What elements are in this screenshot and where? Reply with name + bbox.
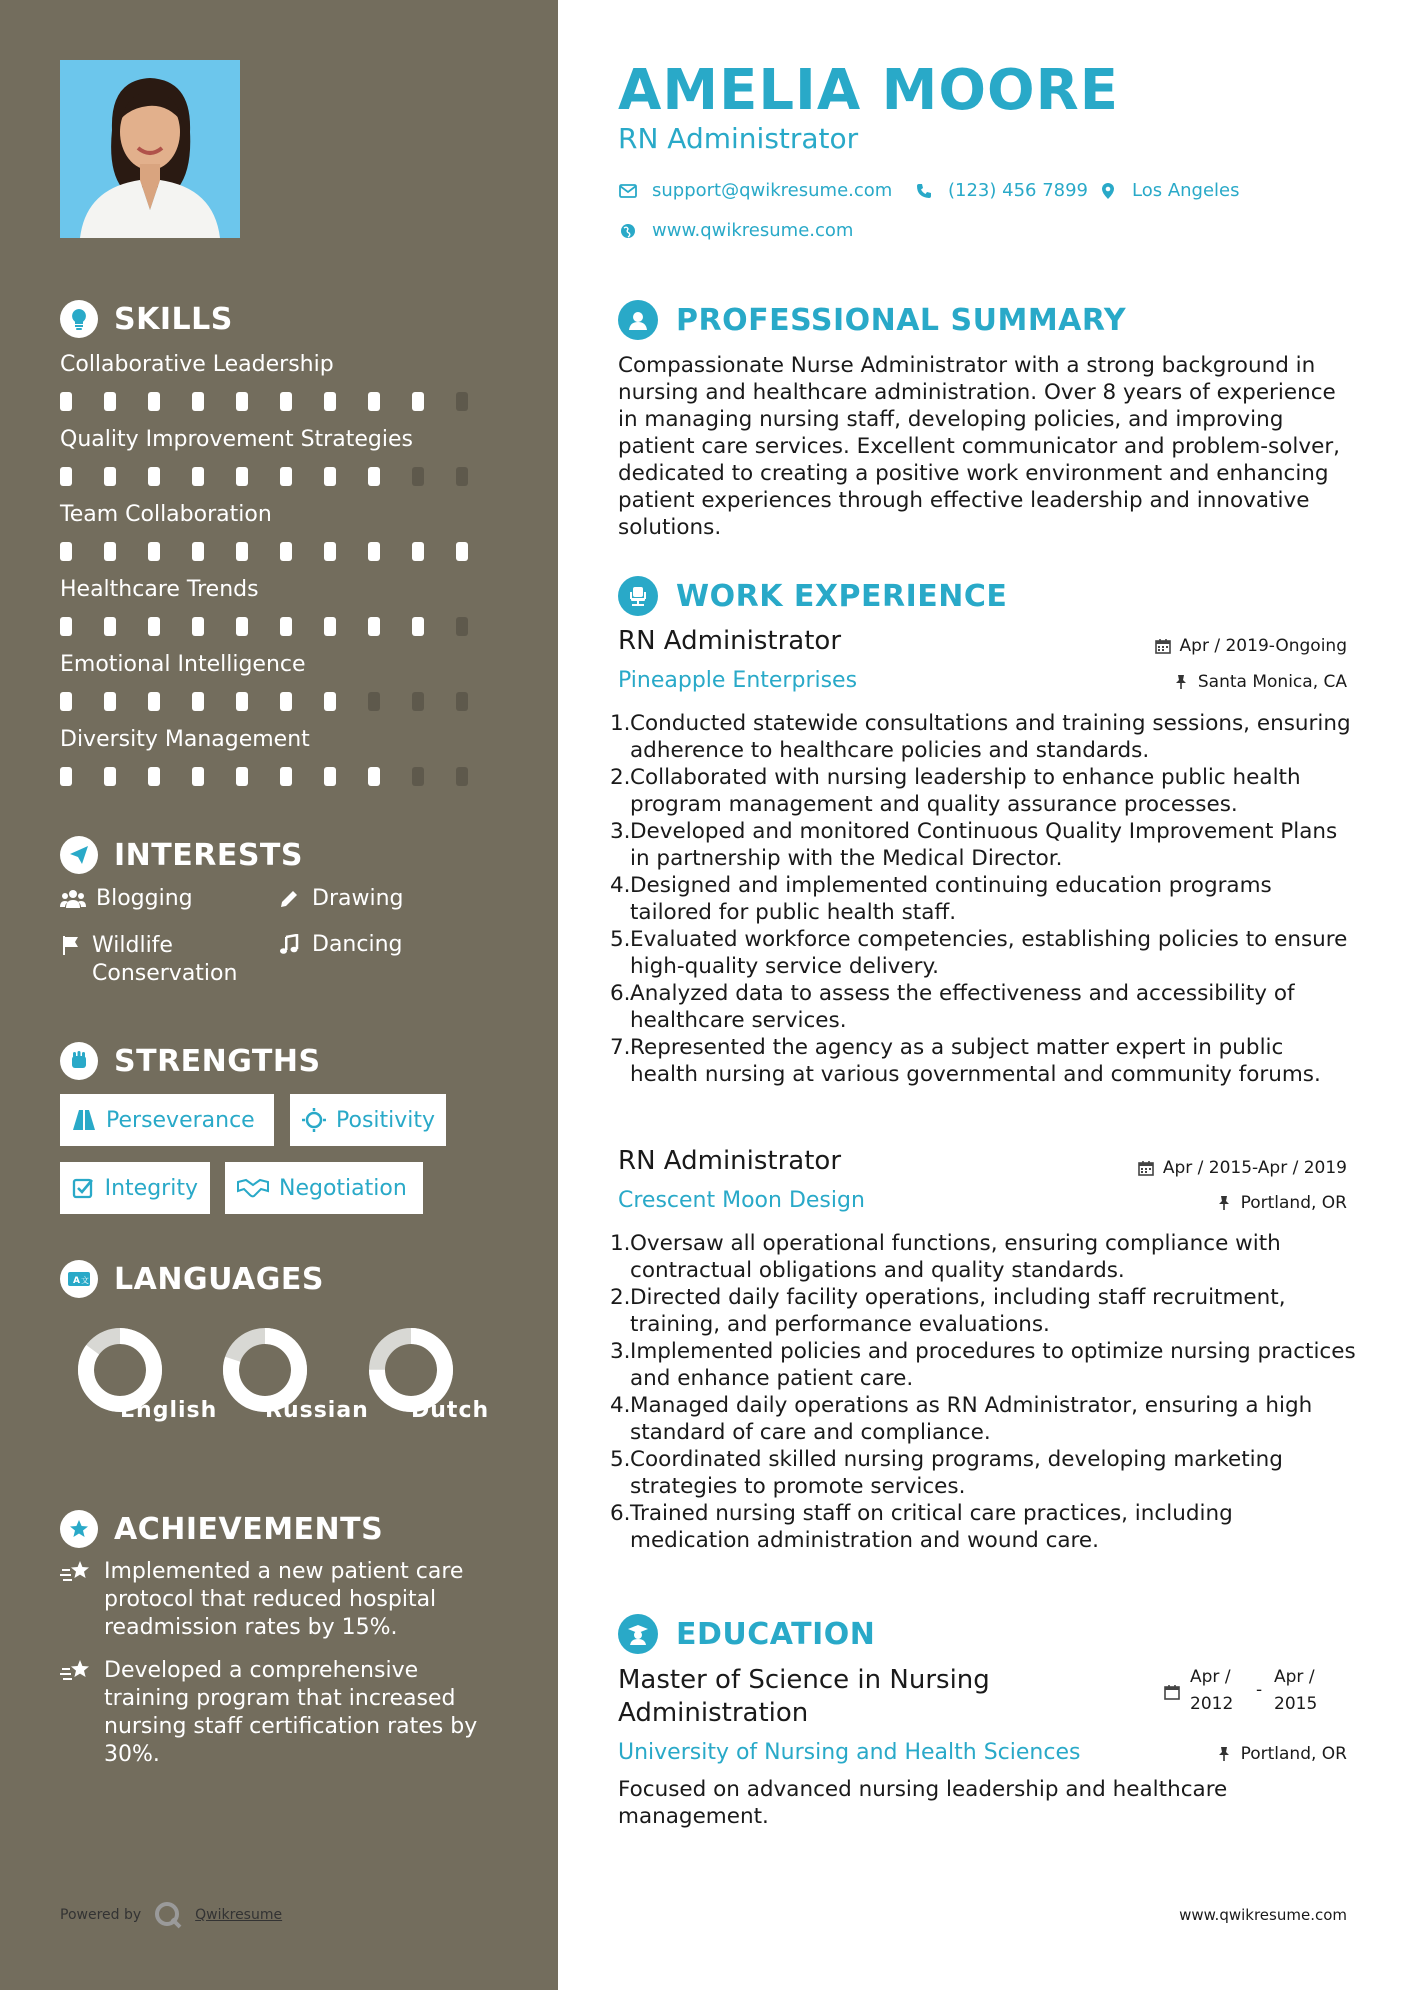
language-label: Russian (265, 1398, 369, 1423)
pushpin-icon (1172, 673, 1190, 691)
experience-title: WORK EXPERIENCE (676, 578, 1008, 614)
rating-dot (148, 392, 160, 411)
skills-heading (60, 300, 233, 338)
languages-heading (60, 1260, 324, 1298)
interest-dancing: Dancing (276, 932, 402, 958)
rating-dot (280, 467, 292, 486)
job-bullet: 6. Analyzed data to assess the effectiveness and accessibility of healthcare services. (610, 981, 1295, 1033)
rating-dot (60, 767, 72, 786)
language-icon (60, 1260, 98, 1298)
job-bullet: 2. Collaborated with nursing leadership to enhance public health program management and quality assurance processes. (610, 765, 1301, 817)
contact-phone[interactable]: (123) 456 7899 (914, 180, 1088, 201)
rating-dot (324, 617, 336, 636)
rating-dot (192, 617, 204, 636)
rating-dot (368, 467, 380, 486)
rating-dot (236, 392, 248, 411)
rating-dot (60, 542, 72, 561)
language-label: English (120, 1398, 218, 1423)
rating-dot (236, 767, 248, 786)
rating-dot (324, 692, 336, 711)
rating-dot (148, 542, 160, 561)
interests-heading (60, 836, 303, 874)
skill-label: Team Collaboration (60, 502, 272, 527)
education-description: Focused on advanced nursing leadership and healthcare management. (618, 1777, 1228, 1829)
contact-website[interactable]: www.qwikresume.com (618, 220, 853, 241)
rating-dot (412, 542, 424, 561)
education-school: University of Nursing and Health Sciences (618, 1740, 1081, 1765)
rating-dot (60, 617, 72, 636)
rating-dot (324, 392, 336, 411)
rating-dot (368, 767, 380, 786)
rating-dot (324, 767, 336, 786)
phone-icon (914, 181, 934, 201)
rating-dot (104, 467, 116, 486)
rating-dot (412, 467, 424, 486)
rating-dot (148, 767, 160, 786)
rating-dot (456, 767, 468, 786)
calendar-icon (1154, 637, 1172, 655)
job-bullet: 7. Represented the agency as a subject matter expert in public health nursing at various governmental and community forums. (610, 1035, 1321, 1087)
qwikresume-logo-icon (153, 1900, 183, 1930)
strength-positivity: Positivity (290, 1094, 446, 1146)
skill-label: Emotional Intelligence (60, 652, 306, 677)
job-title: RN Administrator (618, 626, 842, 656)
rating-dot (192, 692, 204, 711)
rating-dot (104, 617, 116, 636)
rating-dot (236, 542, 248, 561)
candidate-role: RN Administrator (618, 122, 859, 155)
rating-dot (192, 392, 204, 411)
envelope-icon (618, 181, 638, 201)
rating-dot (412, 767, 424, 786)
achievement-item: Implemented a new patient care protocol that reduced hospital readmission rates by 15%. (60, 1558, 500, 1642)
job-dates: Apr / 2019-Ongoing (1154, 636, 1347, 656)
interest-wildlife: Wildlife Conservation (60, 932, 260, 988)
office-chair-icon (618, 576, 658, 616)
language-item (60, 1326, 218, 1423)
skill-item (60, 500, 500, 561)
rating-dot (368, 392, 380, 411)
strength-negotiation: Negotiation (225, 1162, 423, 1214)
skill-item (60, 350, 500, 411)
summary-text: Compassionate Nurse Administrator with a strong background in nursing and healthcare administration. Over 8 years of experience in managing nursing staff, developing policies, and improving patient care services. Excellent communicator and problem-solver, dedicated to creating a positive work environment and enhancing patient experiences through effective leadership and innovative solutions. (618, 353, 1340, 540)
main-content (558, 0, 1407, 1990)
language-label: Dutch (411, 1398, 490, 1423)
rating-dot (148, 692, 160, 711)
skill-item (60, 425, 500, 486)
contact-email[interactable]: support@qwikresume.com (618, 180, 892, 201)
job-company: Crescent Moon Design (618, 1188, 865, 1213)
rating-dot (236, 467, 248, 486)
skill-rating (60, 767, 500, 786)
rating-dot (148, 617, 160, 636)
music-icon (276, 932, 302, 958)
job-bullet: 4. Designed and implemented continuing education programs tailored for public health staff. (610, 873, 1272, 925)
calendar-icon (1137, 1159, 1155, 1177)
rating-dot (368, 617, 380, 636)
interest-drawing: Drawing (276, 886, 403, 912)
rating-dot (456, 467, 468, 486)
user-icon (618, 300, 658, 340)
flag-icon (60, 932, 82, 958)
interest-blogging: Blogging (60, 886, 193, 912)
globe-icon (618, 221, 638, 241)
language-item (205, 1326, 369, 1423)
job-bullet: 5. Evaluated workforce competencies, establishing policies to ensure high-quality service delivery. (610, 927, 1348, 979)
skill-label: Collaborative Leadership (60, 352, 334, 377)
rating-dot (192, 542, 204, 561)
job-bullet: 6. Trained nursing staff on critical care practices, including medication administration and wound care. (610, 1501, 1233, 1553)
rating-dot (280, 692, 292, 711)
job-bullets (610, 710, 1358, 1088)
fist-icon (60, 1042, 98, 1080)
sun-icon (302, 1108, 326, 1132)
pushpin-icon (1215, 1194, 1233, 1212)
pushpin-icon (1215, 1745, 1233, 1763)
strength-integrity: Integrity (60, 1162, 210, 1214)
graduate-icon (618, 1614, 658, 1654)
job-location: Portland, OR (1215, 1193, 1347, 1213)
rating-dot (456, 392, 468, 411)
lightbulb-icon (60, 300, 98, 338)
rating-dot (60, 467, 72, 486)
experience-heading (618, 576, 1007, 616)
skills-title: SKILLS (114, 301, 233, 337)
rating-dot (324, 542, 336, 561)
job-bullet: 5. Coordinated skilled nursing programs, developing marketing strategies to promote services. (610, 1447, 1283, 1499)
star-badge-icon (60, 1510, 98, 1548)
job-bullet: 1. Conducted statewide consultations and training sessions, ensuring adherence to healthcare policies and standards. (610, 711, 1351, 763)
footer-url[interactable]: www.qwikresume.com (1179, 1906, 1347, 1924)
education-location: Portland, OR (1215, 1744, 1347, 1764)
map-marker-icon (1098, 181, 1118, 201)
contact-location: Los Angeles (1098, 180, 1240, 201)
powered-by: Powered by Qwikresume (60, 1900, 282, 1930)
skill-rating (60, 467, 500, 486)
rating-dot (236, 617, 248, 636)
skill-item (60, 575, 500, 636)
strength-perseverance: Perseverance (60, 1094, 274, 1146)
skill-rating (60, 617, 500, 636)
education-calendar-icon (1164, 1684, 1180, 1704)
skill-rating (60, 392, 500, 411)
summary-heading (618, 300, 1126, 340)
svg-text:A: A (73, 1276, 80, 1286)
interests-title: INTERESTS (114, 837, 303, 873)
skill-label: Healthcare Trends (60, 577, 259, 602)
education-date-separator: - (1256, 1680, 1263, 1700)
language-item (351, 1326, 490, 1423)
rating-dot (412, 692, 424, 711)
shooting-star-icon (60, 1657, 92, 1689)
rating-dot (456, 617, 468, 636)
education-start: Apr / 2012 (1190, 1667, 1234, 1714)
skill-rating (60, 692, 500, 711)
rating-dot (280, 617, 292, 636)
rating-dot (456, 692, 468, 711)
rating-dot (456, 542, 468, 561)
job-location: Santa Monica, CA (1172, 672, 1347, 692)
job-dates: Apr / 2015-Apr / 2019 (1137, 1158, 1347, 1178)
rating-dot (280, 392, 292, 411)
rating-dot (104, 392, 116, 411)
job-bullet: 2. Directed daily facility operations, including staff recruitment, training, and performance evaluations. (610, 1285, 1286, 1337)
rating-dot (368, 692, 380, 711)
shooting-star-icon (60, 1558, 92, 1590)
rating-dot (148, 467, 160, 486)
pencil-icon (276, 886, 302, 912)
rating-dot (236, 692, 248, 711)
summary-title: PROFESSIONAL SUMMARY (676, 302, 1127, 338)
job-company: Pineapple Enterprises (618, 668, 858, 693)
users-icon (60, 886, 86, 912)
education-degree: Master of Science in Nursing Administration (618, 1665, 990, 1728)
profile-photo (60, 60, 240, 238)
qwikresume-link[interactable]: Qwikresume (195, 1907, 283, 1923)
rating-dot (104, 767, 116, 786)
strengths-heading (60, 1042, 321, 1080)
rating-dot (280, 542, 292, 561)
job-title: RN Administrator (618, 1146, 842, 1176)
strengths-title: STRENGTHS (114, 1043, 321, 1079)
job-bullet: 1. Oversaw all operational functions, ensuring compliance with contractual obligations and quality standards. (610, 1231, 1281, 1283)
achievement-item: Developed a comprehensive training program that increased nursing staff certification rates by 30%. (60, 1657, 500, 1769)
job-bullet: 3. Implemented policies and procedures to optimize nursing practices and enhance patient care. (610, 1339, 1356, 1391)
rating-dot (60, 392, 72, 411)
candidate-name: AMELIA MOORE (618, 58, 1119, 123)
skill-rating (60, 542, 500, 561)
check-square-icon (72, 1176, 95, 1200)
skill-label: Diversity Management (60, 727, 310, 752)
handshake-icon (237, 1176, 269, 1200)
rating-dot (60, 692, 72, 711)
job-bullet: 3. Developed and monitored Continuous Quality Improvement Plans in partnership with the Medical Director. (610, 819, 1338, 871)
education-heading (618, 1614, 875, 1654)
achievements-title: ACHIEVEMENTS (114, 1511, 384, 1547)
education-end: Apr / 2015 (1274, 1667, 1318, 1714)
rating-dot (192, 767, 204, 786)
rating-dot (280, 767, 292, 786)
skill-item (60, 650, 500, 711)
rating-dot (104, 542, 116, 561)
rating-dot (368, 542, 380, 561)
job-bullet: 4. Managed daily operations as RN Administrator, ensuring a high standard of care and compliance. (610, 1393, 1313, 1445)
paper-plane-icon (60, 836, 98, 874)
rating-dot (192, 467, 204, 486)
skill-label: Quality Improvement Strategies (60, 427, 413, 452)
skill-item (60, 725, 500, 786)
rating-dot (412, 392, 424, 411)
rating-dot (324, 467, 336, 486)
education-title: EDUCATION (676, 1616, 876, 1652)
rating-dot (104, 692, 116, 711)
road-icon (72, 1108, 96, 1132)
languages-title: LANGUAGES (114, 1261, 324, 1297)
rating-dot (412, 617, 424, 636)
job-bullets (610, 1230, 1358, 1554)
achievements-heading (60, 1510, 383, 1548)
svg-text:文: 文 (81, 1276, 89, 1285)
sidebar (0, 0, 558, 1990)
